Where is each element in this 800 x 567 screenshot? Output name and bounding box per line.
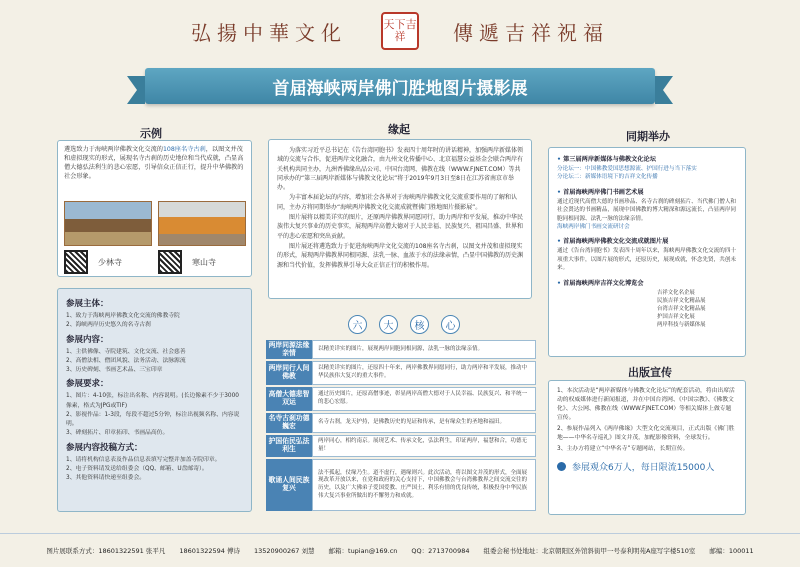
temple-photo-shaolin — [64, 201, 152, 246]
parallel-section-2: • 首届海峡两岸佛门书画艺术展 通过近现代高僧大德的书画珍品、名寺古刹的碑刻拓片、当代佛门僧人和社会贤达的书画精品，展现中国佛教的博大精深和源远流长，凸显两岸同胞同根同源、法乳一脉的法缘亲情。 海峡两岸佛门书画交流研讨会 — [557, 188, 737, 230]
motto-left: 弘揚中華文化 — [191, 20, 347, 45]
publish-box — [548, 380, 746, 515]
parallel-events-box — [548, 147, 746, 357]
expo-list-item: 吉祥文化名企展 — [657, 289, 695, 296]
origin-paragraph-3: 图片展将以精美详实的图片，还原两岸佛教界同愿同行，助力两岸和平发展，推动中华民族伟大复兴事业的历史事实，展现两岸高僧大德对于人民幸福、民族复兴、祖国昌盛、世界和平的悲心宏愿和突出贡献。 — [277, 214, 524, 240]
info-line: 2、海峡两岸历史悠久的名寺古刹 — [66, 322, 151, 329]
core-char: 核 — [410, 315, 429, 334]
core-row — [266, 361, 536, 385]
parallel-link: 海峡两岸佛门书画交流研讨会 — [557, 223, 630, 230]
section-parallel-title: 同期举办 — [626, 130, 670, 143]
footer-qq: QQ：2713700984 — [411, 547, 470, 555]
core-text: 两岸同心，相约南京。展现艺术、传承文化，弘法利生，印证两岸，福慧和合，功德无量！ — [312, 435, 536, 457]
parallel-section-3: • 首届海峡两岸佛教文化交流成就图片展 通过《告台湾同胞书》发表四十周年以来，海峡两岸佛教文化交流的四十项重大事件，以图片展的形式，还原历史，展现成就，怀念先贤，共创未来。 — [557, 238, 737, 272]
footer-address: 组委会秘书处地址：北京朝阳区外馆斜街甲一号泰利明苑A座写字楼510室 — [483, 547, 696, 555]
core-char: 心 — [441, 315, 460, 334]
publish-item: 1、本次活动是“两岸新媒体与佛教文化论坛”的配套活动，将由出席活动的权威媒体进行新闻报道，并在中国台湾网、《中国宗教》、《佛教文化》、大公网、佛教在线（WWW.FJNET.COM）等相关媒体上做专题宣传。 — [557, 388, 735, 421]
footer-text-2: 18601322594 傅诗 — [179, 547, 240, 555]
bullet-icon — [557, 462, 566, 471]
parallel-sub: 分论坛二：新媒体语境下的吉祥文化传播 — [557, 174, 658, 181]
core-char: 大 — [379, 315, 398, 334]
core-table — [266, 340, 536, 516]
section-example-title: 示例 — [140, 127, 162, 140]
info-line: 2、影视作品：1-3段，每段不超过5分钟，标注出视频名称、内容说明。 — [66, 411, 240, 428]
origin-paragraph-4: 图片展还将遴选致力于促进海峡两岸文化交流的108座名寺古刹，以图文并茂和虚拟现实的形式，展现两岸佛教界同根同源、法乳一脉、血浓于水的法缘亲情，凸显中国佛教的历史渊源和当代价值，发挥佛教界引导大众正信正行的积极作用。 — [277, 242, 524, 269]
motto-right: 傳遞吉祥祝福 — [453, 20, 609, 45]
core-row — [266, 340, 536, 359]
core-label: 两岸同源法缘亲情 — [266, 340, 312, 359]
info-line: 2、高僧法相、僧团风貌、法务活动、法脉源流 — [66, 357, 186, 364]
temple-card-2 — [158, 201, 246, 274]
info-line: 1、图片：4-10张，标注出名称、内容说明。(长边像素不少于3000像素，格式为JPG或TIF) — [66, 393, 239, 409]
info-line: 2、电子资料请发送给组委会（QQ、邮箱、U盘邮寄）。 — [66, 465, 208, 472]
page-title: 首届海峡两岸佛门胜地图片摄影展 — [145, 68, 655, 104]
parallel-title-3: 首届海峡两岸佛教文化交流成就图片展 — [563, 238, 669, 246]
participation-info — [57, 288, 252, 512]
info-line: 3、其他资料请快递至组委会。 — [66, 475, 146, 482]
temple-photo-hanshan — [158, 201, 246, 246]
qr-code-icon — [158, 250, 182, 274]
core-row — [266, 435, 536, 457]
expo-list-item: 两岸科技与新媒体展 — [657, 321, 706, 328]
core-label: 名寺古刹功德巍宏 — [266, 413, 312, 433]
publish-item: 3、主办方将建立“中华名寺”专题网站，长期宣传。 — [557, 445, 689, 452]
origin-paragraph-2: 为丰富本届论坛的内容，增加社会各界对于海峡两岸佛教文化交流重要作用的了解和认同，主办方将同期举办“海峡两岸佛教文化交流成就暨佛门胜地图片摄影展”。 — [277, 194, 518, 211]
info-heading-3: 参展要求： — [66, 379, 109, 390]
core-row — [266, 413, 536, 433]
core-title — [348, 315, 460, 337]
parallel-title-1: 第三届两岸新媒体与佛教文化论坛 — [563, 156, 656, 163]
parallel-text: 通过《告台湾同胞书》发表四十周年以来，海峡两岸佛教文化交流的四十项重大事件，以图片展的形式，还原历史，展现成就，怀念先贤，共创未来。 — [557, 248, 737, 272]
expo-list-item: 民族吉祥文化精品展 — [657, 297, 706, 304]
core-text: 以精美详实的图片，还原四十年来，两岸佛教界同愿同行，助力两岸和平发展，推动中华民族伟大复兴的重大事件。 — [312, 361, 536, 385]
info-line: 1、请将机构信息表及作品信息表填写完整并加盖寺院印章。 — [66, 456, 221, 463]
temple-name-1: 少林寺 — [98, 257, 122, 267]
example-intro-b: ，以图文并茂和虚拟现实的形式，展现名寺古刹的历史地位和当代成就，凸显高僧大德弘法利生的悲心宏愿，引导信众正信正行，提升中华佛教的社会形象。 — [64, 146, 244, 180]
core-label: 高僧大德悲智双运 — [266, 387, 312, 411]
parallel-title-2: 首届海峡两岸佛门书画艺术展 — [563, 188, 644, 196]
footer-email: 邮箱：tupian@169.cn — [328, 547, 398, 555]
example-intro-a: 遴选致力于海峡两岸佛教文化交流的 — [64, 146, 163, 153]
example-intro — [64, 146, 245, 182]
footer-text-3: 13520900267 刘慧 — [253, 547, 315, 555]
temple-card-1 — [64, 201, 152, 274]
expo-list-item: 护国吉祥文化展 — [657, 313, 695, 320]
section-publish-title: 出版宣传 — [628, 366, 672, 379]
footer-text-1: 图片展联系方式：18601322591 张平凡 — [46, 547, 166, 555]
info-heading-4: 参展内容投稿方式： — [66, 442, 143, 453]
info-heading-1: 参展主体： — [66, 299, 109, 309]
core-row — [266, 387, 536, 411]
parallel-title-4: 首届海峡两岸吉祥文化博览会 — [563, 279, 644, 287]
info-line: 3、碑刻拓片、印章拓印、书画品高仿。 — [66, 430, 169, 437]
publish-item: 2、参展作品列入《两岸佛缘》大型文化交流项目，正式出版《佛门胜地——中华名寺巡礼》图文并茂，加配影像资料，全球发行。 — [557, 425, 735, 441]
core-label: 护国佑民弘法利生 — [266, 435, 312, 457]
temple-name-2: 寒山寺 — [192, 257, 216, 267]
section-origin-title: 缘起 — [388, 123, 410, 136]
info-line: 1、主供佛像、寺院建筑、文化交流、社会慈善 — [66, 348, 186, 355]
info-heading-2: 参展内容： — [66, 334, 109, 345]
seal-logo: 天下吉祥 — [381, 12, 419, 50]
core-text: 名寺古刹，龙天护持，是佛教历史的见证和传承，是有缘众生的圣地和福田。 — [312, 413, 536, 433]
qr-code-icon — [64, 250, 88, 274]
core-text: 法不孤起，仗缘乃生。道不虚行，遇缘则兴。此次活动，将以图文并茂的形式，全面展现改革开放以来，在党和政府的关心支持下，中国佛教会与台湾佛教界之间交流交往的历史，以及广大佛弟子爱国爱教、庄严国土、利乐有情的优良传统，积极投身中华民族伟大复兴事业所做出的不懈努力和成就。 — [312, 459, 536, 511]
example-box — [57, 140, 252, 277]
top-banner — [0, 0, 800, 62]
core-char: 六 — [348, 315, 367, 334]
origin-paragraph-1: 为落实习近平总书记在《告台湾同胞书》发表四十周年时的讲话精神，加强两岸新媒体领域的交流与合作，促进两岸文化融合，由九州文化传播中心、北京福慧公益基金会联合两岸有关机构共同主办，九洲香佛缘出品公司、中国台湾网、佛教在线（WWW.FJNET.COM）等共同承办的“第三届两岸新媒体与佛教文化论坛”将于2019年9月3日至8日在江苏省南京市举办。 — [277, 147, 524, 192]
core-text: 通过历史图片，还原高僧事迹，彰显两岸高僧大德对于人民幸福、民族复兴、和平统一的悲心宏愿。 — [312, 387, 536, 411]
example-intro-highlight: 108座名寺古刹 — [163, 146, 206, 153]
core-row — [266, 459, 536, 511]
core-label: 歌诵人间民族复兴 — [266, 459, 312, 511]
expo-list-item: 台湾吉祥文化精品展 — [657, 305, 706, 312]
parallel-sub: 分论坛一：中国佛教爱国思想源流、护国行进与当下落实 — [557, 166, 697, 172]
visitors-note: 参展观众6万人，每日限流15000人 — [572, 462, 715, 473]
parallel-section-1: • 第三届两岸新媒体与佛教文化论坛 分论坛一：中国佛教爱国思想源流、护国行进与当下落实 分论坛二：新媒体语境下的吉祥文化传播 — [557, 154, 737, 182]
photo-row — [64, 201, 246, 274]
core-text: 以精美详实的图片，展现两岸同胞同根同源，法乳一脉的法缘亲情。 — [312, 340, 536, 359]
core-label: 两岸同行人间佛教 — [266, 361, 312, 385]
info-line: 3、历史碑刻、书画艺术品、三宝印章 — [66, 367, 163, 374]
parallel-section-4: • 首届海峡两岸吉祥文化博览会 吉祥文化名企展 民族吉祥文化精品展 台湾吉祥文化精品展 护国吉祥文化展 两岸科技与新媒体展 — [557, 278, 737, 330]
footer-postcode: 邮编：100011 — [709, 547, 754, 555]
footer-contact — [0, 533, 800, 567]
parallel-text: 通过近现代高僧大德的书画珍品、名寺古刹的碑刻拓片、当代佛门僧人和社会贤达的书画精品，展现中国佛教的博大精深和源远流长，凸显两岸同胞同根同源、法乳一脉的法缘亲情。 — [557, 198, 737, 222]
publish-visitors — [557, 460, 737, 473]
origin-box — [268, 139, 532, 299]
info-line: 1、致力于海峡两岸佛教文化交流的佛教寺院 — [66, 313, 180, 319]
